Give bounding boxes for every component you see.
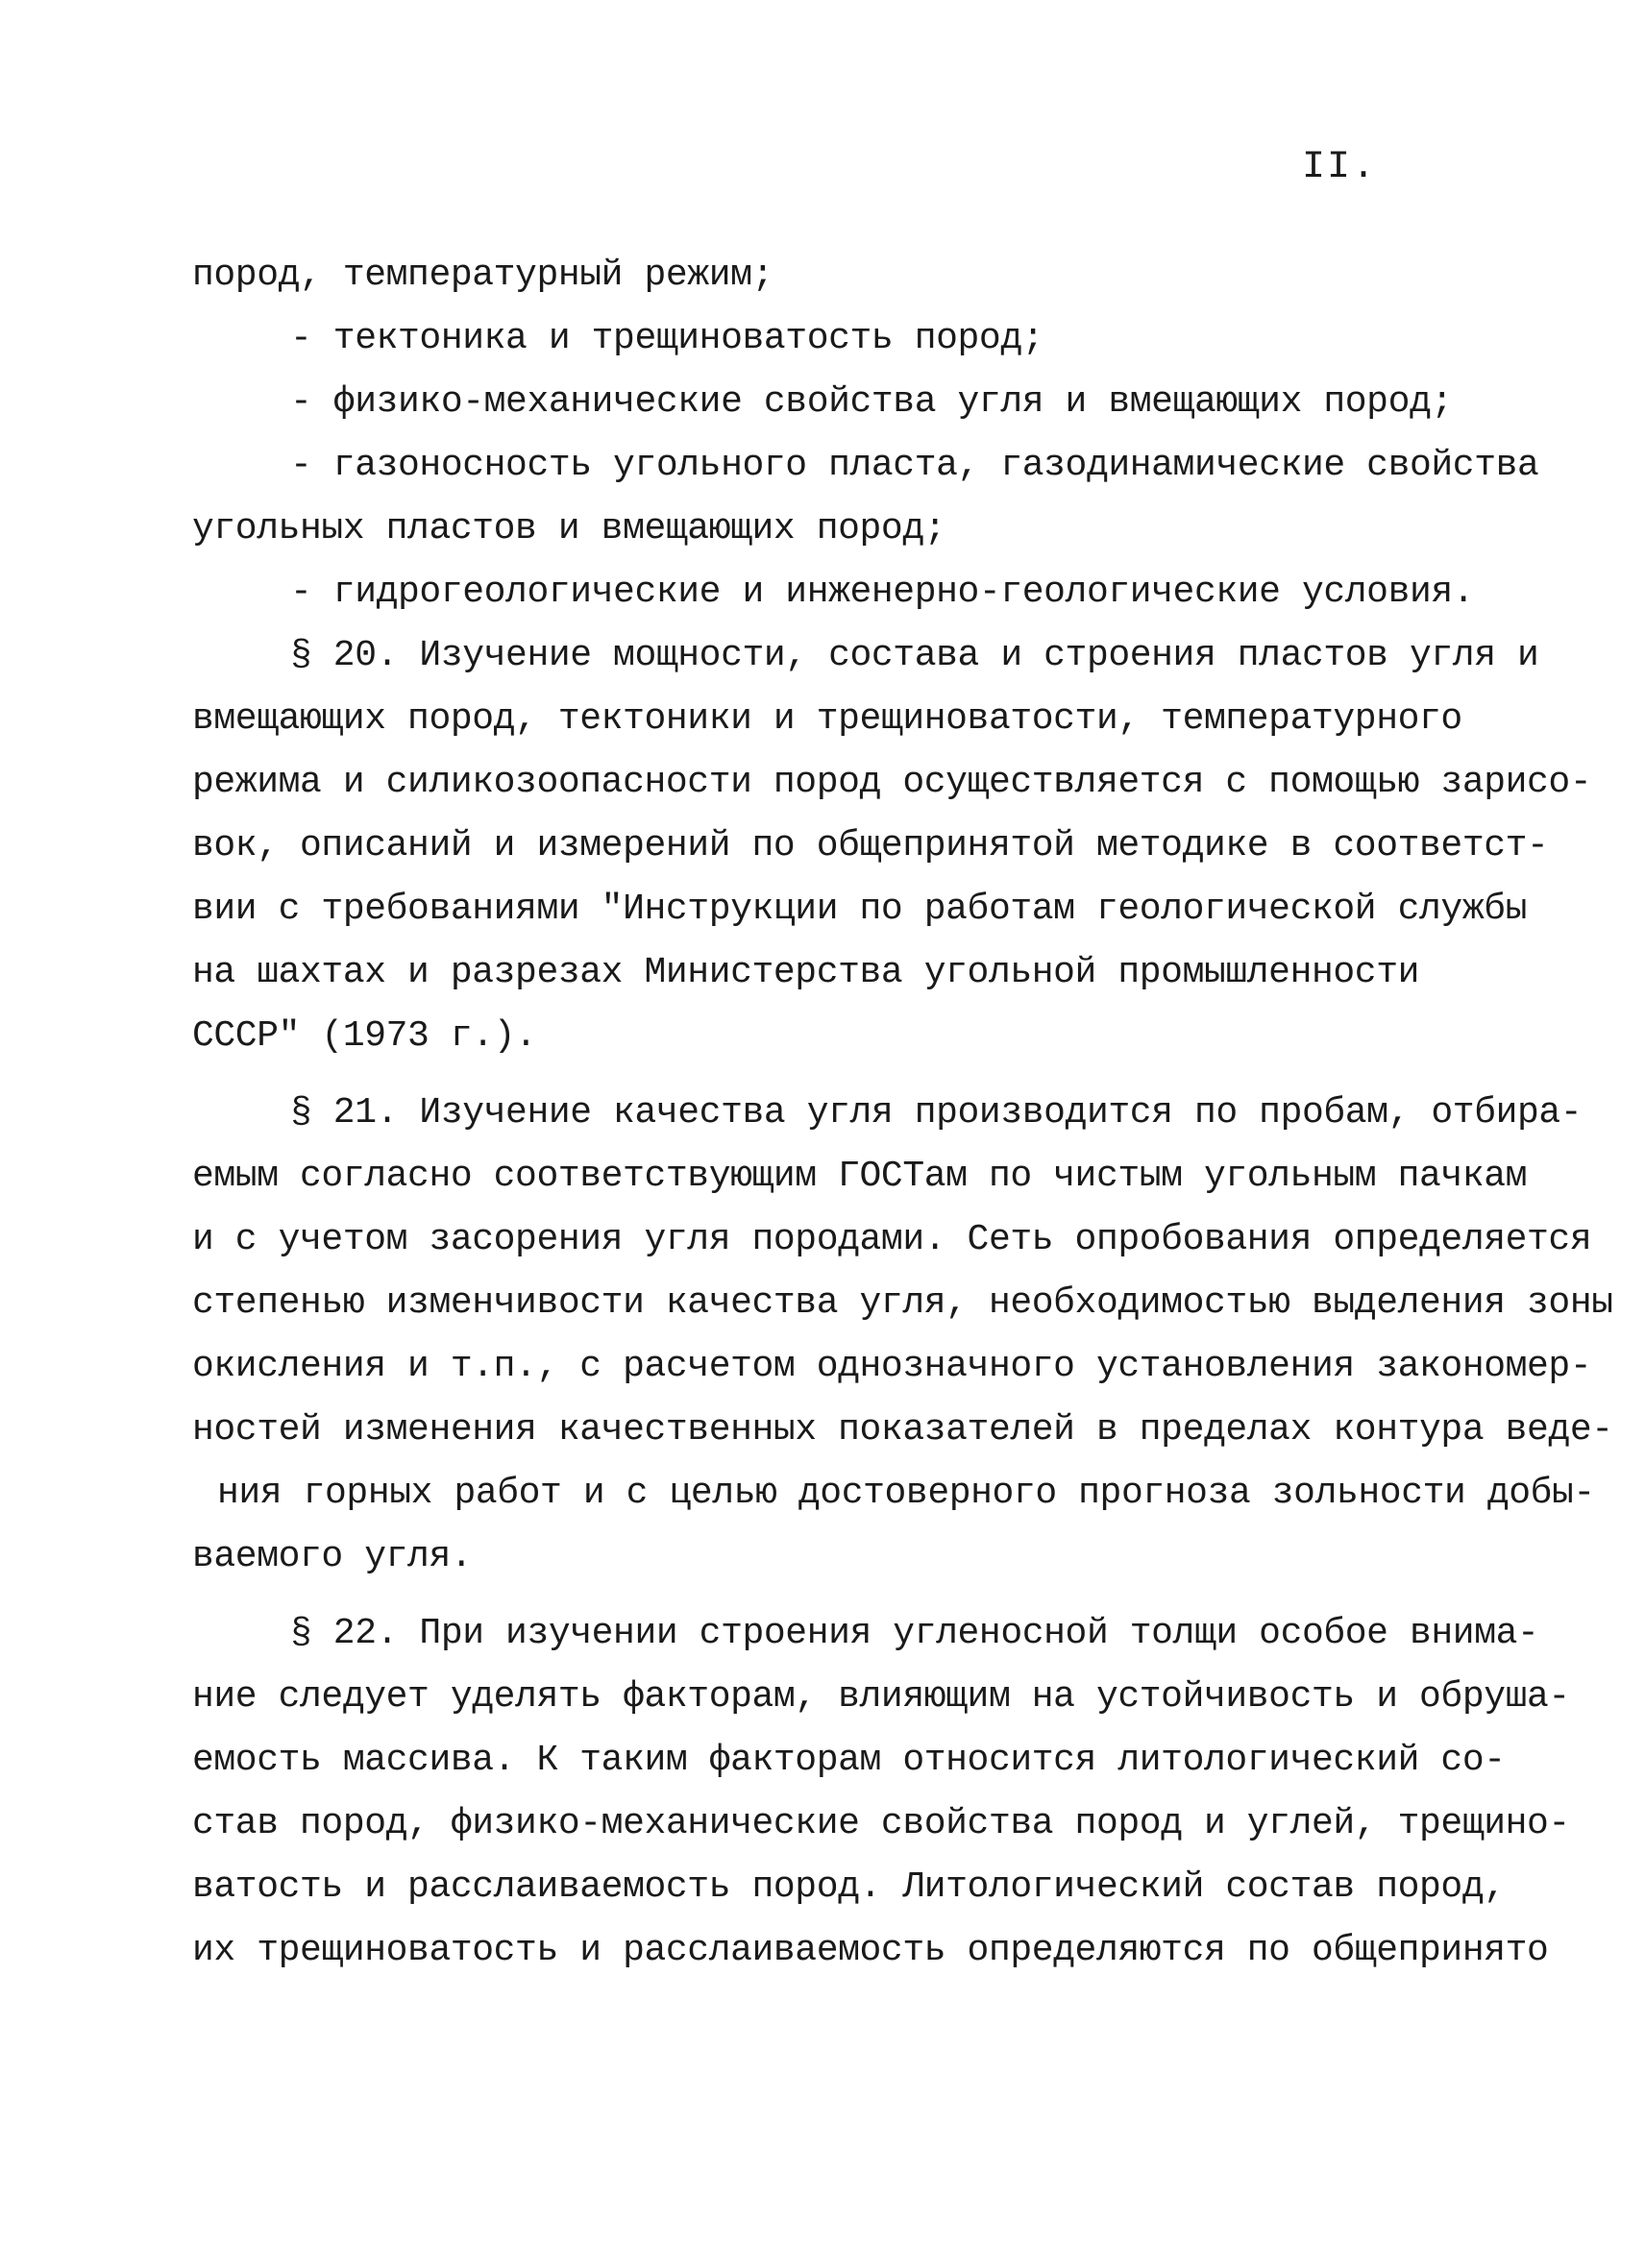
- paragraph-20-line: режима и силикозоопасности пород осуществляется с помощью зарисо-: [192, 762, 1592, 803]
- paragraph-20-line: на шахтах и разрезах Министерства угольной промышленности: [192, 952, 1420, 993]
- text-line: пород, температурный режим;: [192, 255, 773, 296]
- list-item: - физико-механические свойства угля и вмещающих пород;: [290, 381, 1453, 423]
- paragraph-21-line: степенью изменчивости качества угля, необходимостью выделения зоны: [192, 1282, 1613, 1324]
- paragraph-20-line: вмещающих пород, тектоники и трещиноватости, температурного: [192, 698, 1462, 740]
- paragraph-22-line: емость массива. К таким факторам относится литологический со-: [192, 1740, 1506, 1781]
- paragraph-21-line: ваемого угля.: [192, 1536, 473, 1577]
- paragraph-21-line: емым согласно соответствующим ГОСТам по чистым угольным пачкам: [192, 1156, 1528, 1197]
- paragraph-22-line: § 22. При изучении строения угленосной толщи особое внима-: [290, 1613, 1539, 1654]
- paragraph-21-line: окисления и т.п., с расчетом однозначного установления закономер-: [192, 1346, 1592, 1387]
- paragraph-22-line: ние следует уделять факторам, влияющим на устойчивость и обруша-: [192, 1676, 1570, 1718]
- text-line: угольных пластов и вмещающих пород;: [192, 508, 946, 549]
- paragraph-22-line: ватость и расслаиваемость пород. Литологический состав пород,: [192, 1866, 1506, 1908]
- paragraph-20-line: СССР" (1973 г.).: [192, 1015, 537, 1057]
- paragraph-20-line: вок, описаний и измерений по общепринятой методике в соответст-: [192, 825, 1549, 866]
- paragraph-22-line: их трещиноватость и расслаиваемость определяются по общепринято: [192, 1930, 1549, 1971]
- paragraph-20-line: вии с требованиями "Инструкции по работам геологической службы: [192, 889, 1528, 930]
- list-item: - газоносность угольного пласта, газодинамические свойства: [290, 445, 1539, 486]
- paragraph-20-line: § 20. Изучение мощности, состава и строения пластов угля и: [290, 635, 1539, 676]
- paragraph-22-line: став пород, физико-механические свойства пород и углей, трещино-: [192, 1803, 1570, 1844]
- paragraph-21-line: и с учетом засорения угля породами. Сеть опробования определяется: [192, 1219, 1592, 1260]
- list-item: - тектоника и трещиноватость пород;: [290, 318, 1044, 359]
- paragraph-21-line: ния горных работ и с целью достоверного прогноза зольности добы-: [217, 1473, 1595, 1514]
- paragraph-21-line: ностей изменения качественных показателей в пределах контура веде-: [192, 1409, 1613, 1451]
- list-item: - гидрогеологические и инженерно-геологические условия.: [290, 572, 1475, 613]
- page-number: II.: [1302, 146, 1378, 189]
- paragraph-21-line: § 21. Изучение качества угля производится по пробам, отбира-: [290, 1092, 1583, 1134]
